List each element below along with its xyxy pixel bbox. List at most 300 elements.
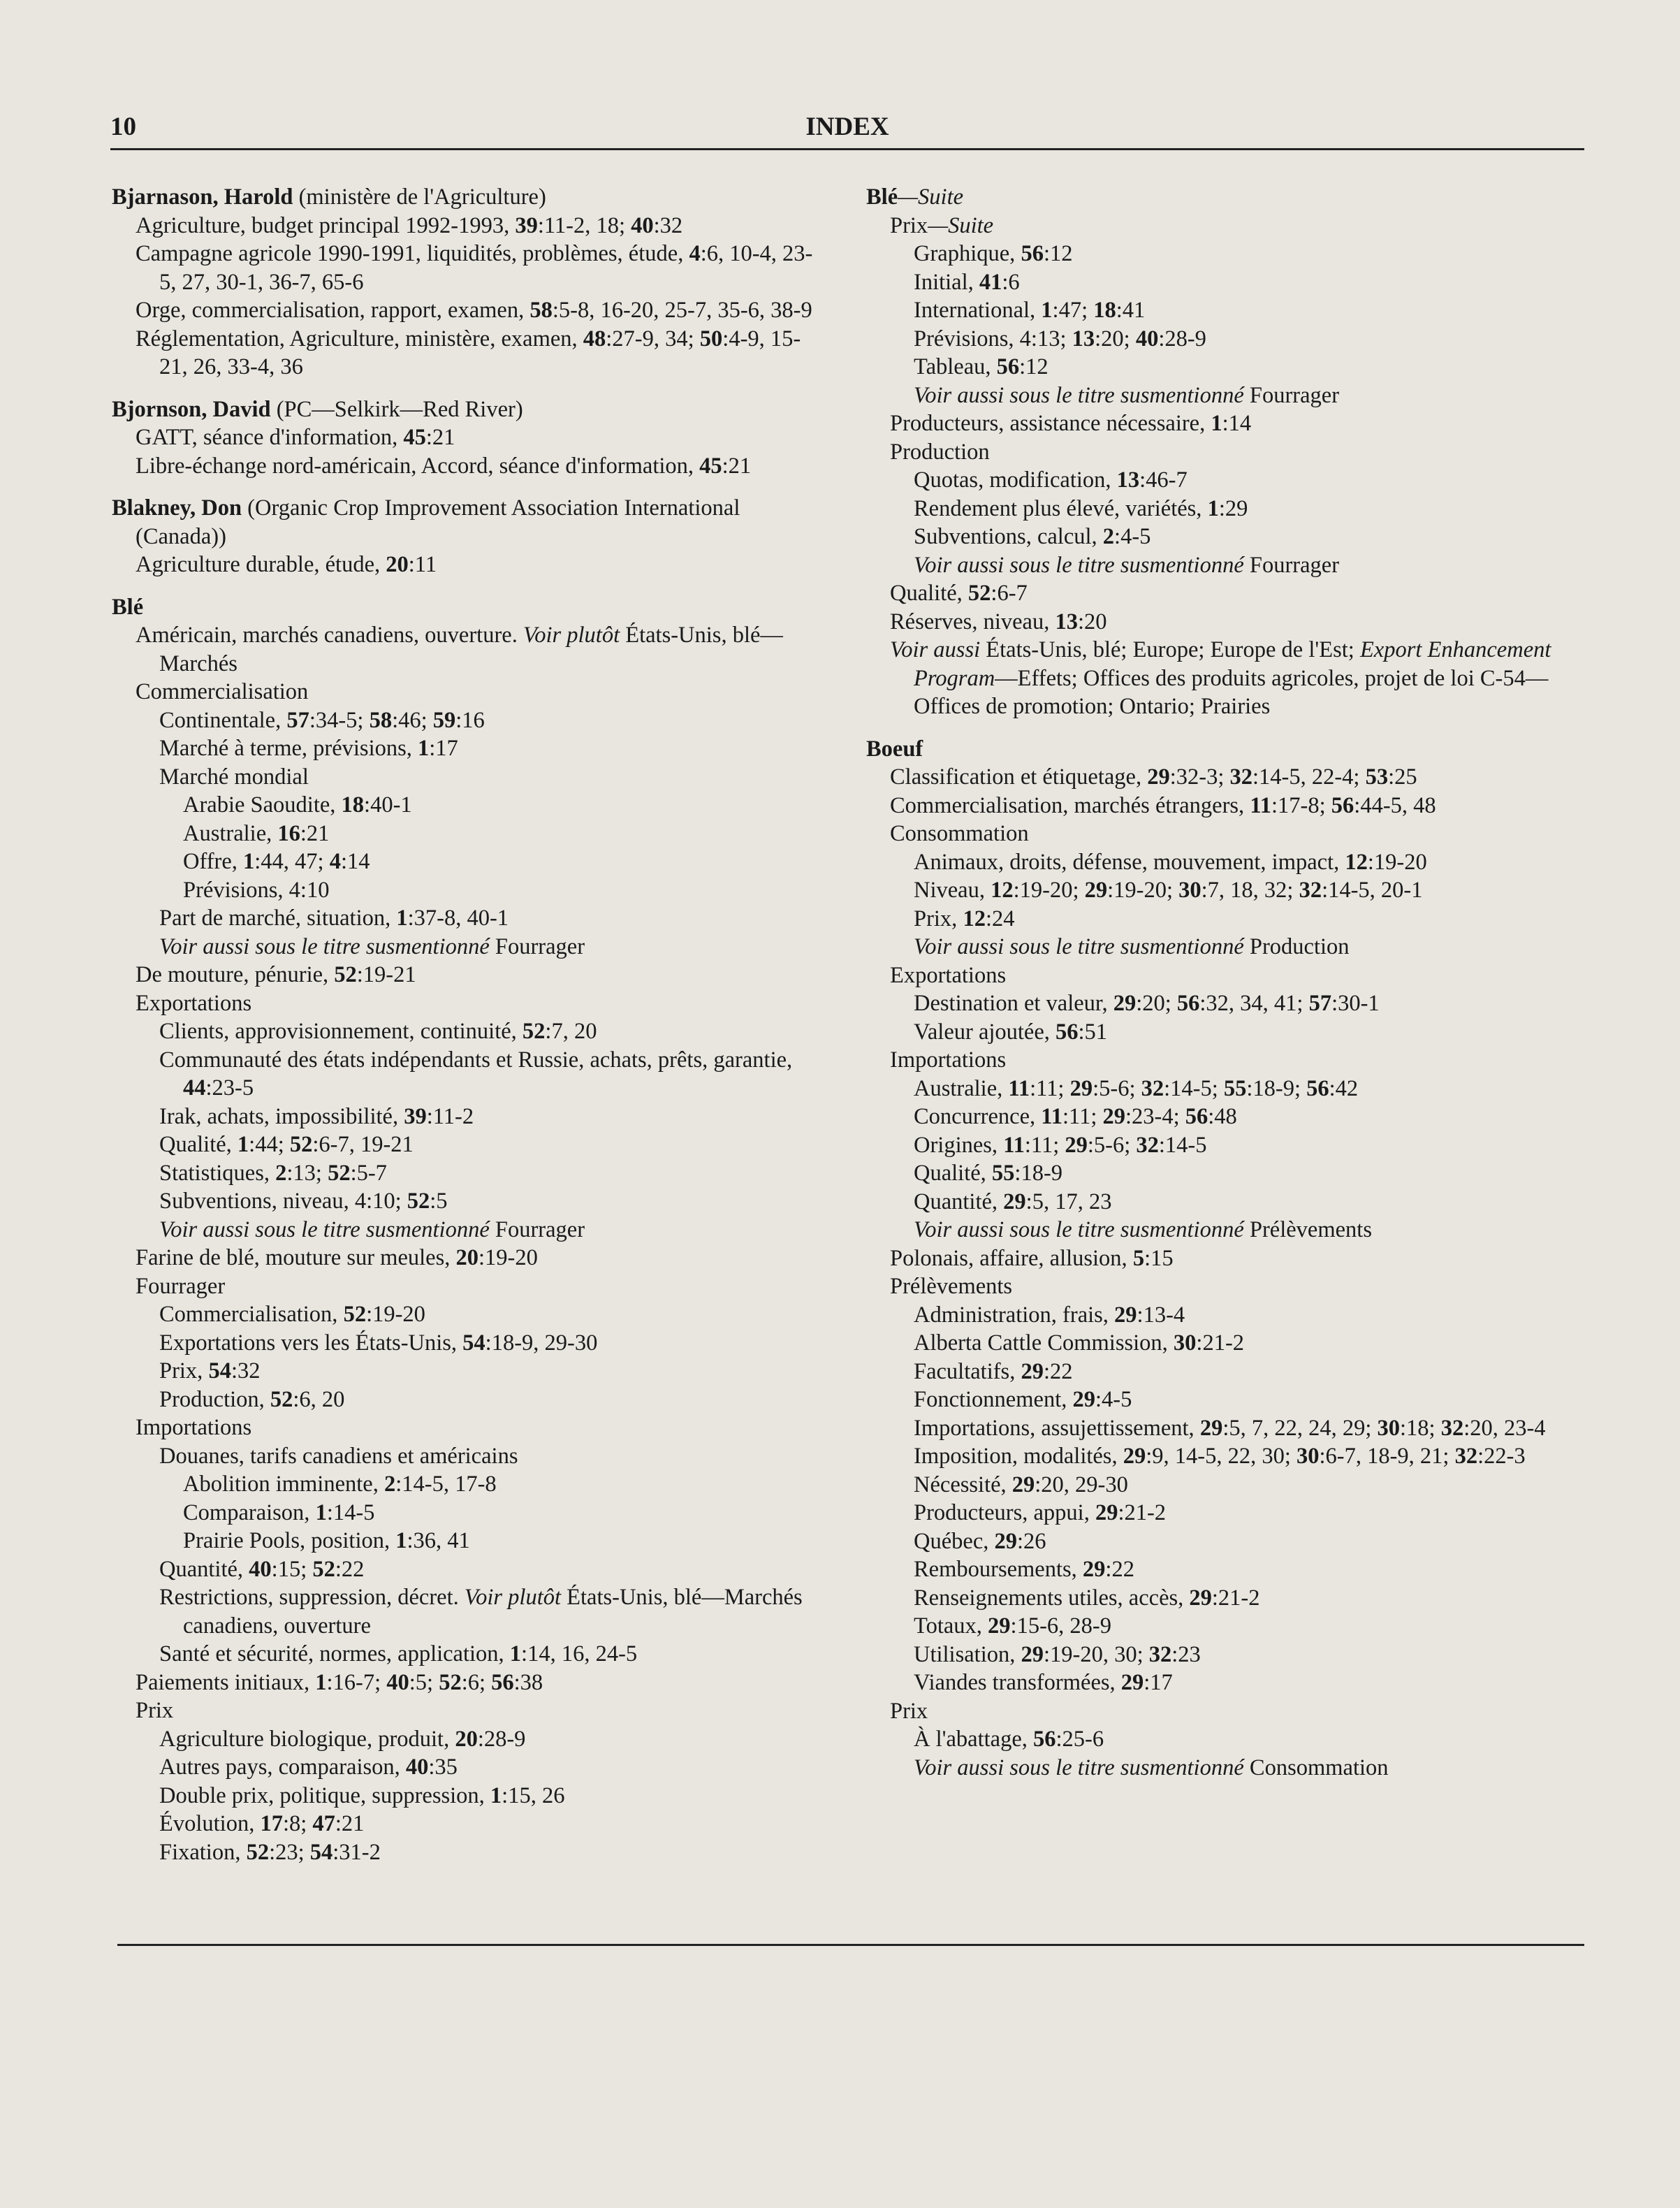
index-entry (112, 961, 817, 989)
index-entry (866, 1754, 1586, 1782)
index-entry (866, 876, 1586, 905)
entry-bold-text: 56 (1306, 1075, 1329, 1101)
index-entry (866, 1329, 1586, 1358)
entry-bold-text: 18 (341, 792, 365, 818)
entry-bold-text: 53 (1365, 764, 1389, 790)
index-entry (866, 1669, 1586, 1697)
index-entry (112, 1272, 817, 1301)
entry-text: :32-3; (1169, 764, 1230, 790)
entry-bold-text: 1 (1211, 411, 1222, 436)
entry-bold-text: 57 (286, 707, 309, 733)
entry-bold-text: 1 (418, 736, 430, 761)
entry-text: Abolition imminente, (183, 1472, 384, 1497)
entry-text: :7, 18, 32; (1201, 878, 1299, 903)
entry-bold-text: 40 (386, 1669, 409, 1695)
index-entry (112, 1725, 817, 1754)
entry-text: Prix, (159, 1358, 209, 1383)
page-title: INDEX (805, 112, 889, 141)
entry-text: :5; (409, 1669, 439, 1695)
entry-text: Fourrager (489, 934, 585, 959)
entry-text: :6 (1002, 269, 1020, 295)
entry-text: :15; (271, 1556, 313, 1582)
index-entry (866, 989, 1586, 1018)
entry-text: :20, 29-30 (1035, 1472, 1128, 1497)
entry-text: :32 (231, 1358, 261, 1383)
entry-bold-text: 16 (277, 820, 300, 846)
index-entry (112, 296, 817, 325)
entry-italic-text: Voir plutôt (523, 623, 620, 648)
index-entry (112, 904, 817, 933)
index-entry (866, 933, 1586, 961)
entry-text: :11; (1062, 1104, 1103, 1129)
entry-text: :14-5 (1158, 1132, 1207, 1158)
entry-italic-text: Voir aussi sous le titre susmentionné (914, 552, 1244, 578)
entry-text: :20 (1077, 609, 1107, 634)
index-entry (866, 579, 1586, 608)
entry-bold-text: 29 (1065, 1132, 1088, 1158)
entry-text: Clients, approvisionnement, continuité, (159, 1019, 523, 1044)
entry-text: Totaux, (914, 1613, 988, 1639)
index-heading (866, 735, 1586, 764)
entry-text: :9, 14-5, 22, 30; (1146, 1444, 1296, 1469)
entry-text: :21 (425, 425, 455, 450)
entry-text: Québec, (914, 1528, 995, 1554)
entry-bold-text: Blé (112, 594, 144, 620)
entry-text: Graphique, (914, 241, 1021, 266)
entry-bold-text: 30 (1178, 878, 1201, 903)
entry-text: Américain, marchés canadiens, ouverture. (136, 623, 523, 648)
entry-text: :21-2 (1211, 1585, 1260, 1611)
entry-text: Production (890, 439, 990, 465)
index-entry (866, 1414, 1586, 1443)
entry-bold-text: 13 (1116, 467, 1140, 493)
entry-bold-text: 29 (1011, 1472, 1035, 1497)
entry-bold-text: 20 (455, 1726, 478, 1752)
index-entry (866, 1301, 1586, 1330)
entry-text: :22 (335, 1556, 365, 1582)
entry-text: :28-9 (1158, 326, 1206, 351)
index-entry (112, 678, 817, 706)
index-entry (112, 325, 817, 382)
index-entry (866, 1555, 1586, 1584)
index-entry (866, 268, 1586, 297)
entry-bold-text: 29 (1069, 1075, 1093, 1101)
entry-text: International, (914, 298, 1042, 323)
entry-text: :25 (1388, 764, 1417, 790)
entry-text: Qualité, (890, 581, 968, 606)
index-entry (866, 240, 1586, 268)
entry-italic-text: —Suite (928, 212, 994, 238)
entry-bold-text: 32 (1148, 1641, 1172, 1667)
index-entry (112, 876, 817, 905)
entry-text: Prévisions, 4:13; (914, 326, 1072, 351)
entry-text: :5 (430, 1189, 448, 1214)
entry-text: :23 (1171, 1641, 1201, 1667)
index-entry (866, 1471, 1586, 1499)
entry-text: Utilisation, (914, 1641, 1021, 1667)
bottom-rule (117, 1944, 1584, 1946)
entry-text: Niveau, (914, 878, 991, 903)
entry-text: Production, (159, 1386, 270, 1412)
index-entry (866, 1358, 1586, 1386)
entry-bold-text: 4 (689, 241, 701, 266)
entry-text: :14 (1222, 411, 1252, 436)
entry-text: Fourrager (489, 1216, 585, 1242)
entry-text: :30-1 (1331, 991, 1380, 1016)
entry-text: :19-20 (366, 1302, 425, 1327)
entry-bold-text: 52 (334, 962, 357, 987)
entry-bold-text: 59 (432, 707, 456, 733)
index-entry (112, 1414, 817, 1442)
entry-text: :18-9, 29-30 (485, 1330, 598, 1356)
entry-text: :44; (249, 1132, 290, 1157)
entry-text: Concurrence, (914, 1104, 1042, 1129)
entry-bold-text: 56 (491, 1669, 514, 1695)
entry-text: :21-2 (1196, 1330, 1245, 1356)
entry-text: Importations (890, 1047, 1007, 1073)
entry-bold-text: 13 (1072, 326, 1095, 351)
index-entry (112, 452, 817, 481)
index-entry (112, 791, 817, 820)
entry-bold-text: 1 (237, 1132, 249, 1157)
entry-text: :14-5, 17-8 (395, 1472, 497, 1497)
index-entry (866, 820, 1586, 848)
entry-text: Consommation (890, 821, 1029, 846)
entry-bold-text: 29 (1102, 1104, 1125, 1129)
entry-text: Commercialisation (136, 679, 309, 704)
entry-bold-text: 20 (455, 1245, 479, 1270)
index-entry (112, 820, 817, 848)
entry-text: Douanes, tarifs canadiens et américains (159, 1443, 518, 1469)
entry-italic-text: Voir plutôt (464, 1585, 562, 1610)
entry-bold-text: 1 (509, 1641, 522, 1666)
entry-bold-text: Blakney, Don (112, 495, 242, 521)
page-header (110, 105, 1584, 150)
entry-bold-text: 45 (699, 453, 722, 479)
entry-text: Initial, (914, 269, 979, 295)
entry-text: :15-6, 28-9 (1010, 1613, 1111, 1639)
index-entry (112, 734, 817, 763)
index-entry (112, 706, 817, 735)
entry-text: Double prix, politique, suppression, (159, 1782, 490, 1808)
index-entry (112, 763, 817, 792)
entry-text: Restrictions, suppression, décret. (159, 1585, 465, 1610)
index-entry (112, 212, 817, 240)
entry-italic-text: Voir aussi (890, 637, 981, 662)
index-entry (866, 523, 1586, 551)
entry-bold-text: 52 (328, 1160, 351, 1186)
entry-text: Réserves, niveau, (890, 609, 1056, 634)
entry-text: :37-8, 40-1 (407, 906, 509, 931)
entry-italic-text: Voir aussi sous le titre susmentionné (914, 934, 1244, 959)
entry-text: :6, 20 (293, 1386, 345, 1412)
index-entry (866, 1272, 1586, 1301)
entry-text: Quotas, modification, (914, 467, 1117, 493)
index-column-right (866, 183, 1586, 1782)
entry-text: :23-5 (205, 1075, 254, 1101)
entry-bold-text: 52 (289, 1132, 313, 1157)
entry-text: Exportations (890, 962, 1007, 988)
entry-bold-text: 29 (1189, 1585, 1212, 1611)
index-entry (112, 551, 817, 579)
entry-text: Origines, (914, 1132, 1004, 1158)
entry-bold-text: 56 (1033, 1727, 1056, 1752)
index-entry (866, 296, 1586, 325)
entry-text: :12 (1043, 241, 1073, 266)
entry-bold-text: 29 (1084, 878, 1108, 903)
entry-text: Classification et étiquetage, (890, 764, 1148, 790)
index-entry (112, 989, 817, 1018)
entry-bold-text: 54 (208, 1358, 231, 1383)
entry-text: Statistiques, (159, 1160, 276, 1186)
entry-text: Australie, (183, 820, 278, 846)
entry-text: :13; (286, 1160, 328, 1186)
entry-bold-text: 1 (490, 1782, 502, 1808)
index-entry (866, 792, 1586, 820)
entry-text: Agriculture biologique, produit, (159, 1726, 455, 1752)
entry-bold-text: 39 (404, 1103, 427, 1129)
entry-text: :8; (282, 1811, 313, 1836)
entry-text: Agriculture, budget principal 1992-1993, (136, 212, 516, 238)
entry-text: Importations (136, 1415, 252, 1440)
index-entry (866, 636, 1586, 721)
entry-bold-text: 13 (1055, 609, 1078, 634)
entry-bold-text: Bjarnason, Harold (112, 184, 293, 210)
entry-text: :19-20, 30; (1043, 1641, 1149, 1667)
index-entry (866, 1131, 1586, 1160)
entry-text: Communauté des états indépendants et Russie, achats, prêts, garantie, (159, 1047, 793, 1073)
entry-bold-text: 1 (396, 906, 408, 931)
entry-bold-text: 1 (395, 1528, 407, 1553)
entry-text: :51 (1078, 1019, 1108, 1045)
entry-text: Irak, achats, impossibilité, (159, 1103, 404, 1129)
entry-text: :29 (1218, 495, 1248, 521)
entry-text: :19-20 (479, 1245, 538, 1270)
entry-text: :44-5, 48 (1354, 792, 1436, 818)
entry-text: Facultatifs, (914, 1358, 1021, 1384)
entry-text: :18; (1400, 1415, 1441, 1441)
index-entry (112, 621, 817, 678)
entry-text: :14-5, 20-1 (1322, 878, 1423, 903)
index-entry (112, 1103, 817, 1131)
entry-text: :21 (300, 820, 330, 846)
entry-bold-text: 20 (386, 552, 409, 577)
entry-text: Arabie Saoudite, (183, 792, 342, 818)
entry-text: :20; (1136, 991, 1177, 1016)
entry-text: :5-8, 16-20, 25-7, 35-6, 38-9 (552, 298, 812, 323)
entry-text: :21-2 (1118, 1500, 1167, 1525)
entry-text: Producteurs, assistance nécessaire, (890, 411, 1211, 436)
entry-bold-text: 52 (270, 1386, 293, 1412)
entry-text: :19-20; (1013, 878, 1085, 903)
entry-text: (ministère de l'Agriculture) (293, 184, 546, 210)
entry-bold-text: 2 (1102, 524, 1115, 549)
entry-bold-text: 29 (1095, 1500, 1118, 1525)
entry-text: :11-2, 18; (537, 212, 631, 238)
entry-bold-text: 32 (1454, 1444, 1478, 1469)
entry-text: Fourrager (1243, 552, 1340, 578)
index-entry (112, 1244, 817, 1272)
entry-bold-text: 32 (1136, 1132, 1159, 1158)
index-entry (866, 1725, 1586, 1754)
entry-text: :17-8; (1271, 792, 1331, 818)
entry-text: Prix (136, 1698, 174, 1723)
index-entry (866, 409, 1586, 438)
entry-bold-text: 29 (1021, 1641, 1044, 1667)
entry-text: Prairie Pools, position, (183, 1528, 396, 1553)
entry-text: :15 (1144, 1245, 1174, 1271)
entry-bold-text: 55 (1223, 1075, 1247, 1101)
entry-bold-text: 45 (403, 425, 426, 450)
index-entry (112, 933, 817, 961)
entry-text: Consommation (1243, 1755, 1389, 1780)
entry-bold-text: 18 (1093, 298, 1116, 323)
entry-text: :36, 41 (407, 1528, 470, 1553)
entry-bold-text: 29 (1082, 1557, 1106, 1582)
entry-bold-text: 32 (1440, 1415, 1464, 1441)
entry-text: :6-7, 19-21 (312, 1132, 414, 1157)
index-entry (866, 325, 1586, 354)
entry-text: :5, 7, 22, 24, 29; (1222, 1415, 1378, 1441)
entry-text: :35 (428, 1755, 458, 1780)
entry-text: :28-9 (477, 1726, 526, 1752)
entry-bold-text: 50 (699, 326, 723, 351)
entry-text: :6; (461, 1669, 492, 1695)
entry-text: :5-7 (350, 1160, 387, 1186)
entry-bold-text: 52 (343, 1302, 367, 1327)
entry-text: :22 (1105, 1557, 1134, 1582)
entry-bold-text: 2 (275, 1160, 287, 1186)
index-entry (866, 551, 1586, 580)
entry-text: :17 (429, 736, 458, 761)
entry-text: Nécessité, (914, 1472, 1012, 1497)
entry-bold-text: 48 (583, 326, 606, 351)
index-entry (866, 1527, 1586, 1556)
entry-italic-text: Voir aussi sous le titre susmentionné (914, 1217, 1244, 1242)
entry-text: Fourrager (136, 1273, 226, 1299)
entry-bold-text: 39 (515, 212, 538, 238)
entry-text: Campagne agricole 1990-1991, liquidités, problèmes, étude, (136, 241, 689, 266)
entry-bold-text: 29 (1113, 991, 1137, 1016)
entry-text: :20, 23-4 (1463, 1415, 1546, 1441)
entry-text: États-Unis, blé—Marchés (159, 623, 783, 676)
entry-bold-text: 44 (183, 1075, 206, 1101)
entry-text: Australie, (914, 1075, 1009, 1101)
entry-text: :14 (340, 849, 370, 874)
entry-bold-text: 29 (988, 1613, 1011, 1639)
index-entry (866, 1697, 1586, 1726)
index-entry (866, 466, 1586, 495)
entry-bold-text: 32 (1299, 878, 1322, 903)
entry-bold-text: Boeuf (866, 736, 923, 762)
entry-text: Comparaison, (183, 1499, 316, 1525)
index-entry (866, 1188, 1586, 1216)
entry-text: Subventions, calcul, (914, 524, 1103, 549)
index-entry (112, 1555, 817, 1584)
entry-text: :25-6 (1056, 1727, 1104, 1752)
entry-text: Évolution, (159, 1811, 261, 1836)
entry-text: :23; (269, 1839, 310, 1865)
entry-text: :6-7 (991, 581, 1028, 606)
entry-text: :11 (408, 552, 437, 577)
entry-bold-text: 30 (1296, 1444, 1320, 1469)
entry-text: :4-5 (1095, 1387, 1132, 1412)
entry-text: (PC—Selkirk—Red River) (270, 396, 523, 422)
entry-text: :23-4; (1125, 1104, 1185, 1129)
index-entry (866, 1159, 1586, 1188)
entry-bold-text: 40 (249, 1556, 272, 1582)
entry-bold-text: 56 (1176, 991, 1200, 1016)
entry-text: Agriculture durable, étude, (136, 552, 386, 577)
entry-text: :32 (653, 212, 683, 238)
entry-bold-text: 52 (522, 1019, 546, 1044)
entry-text: Rendement plus élevé, variétés, (914, 495, 1208, 521)
index-entry (112, 1810, 817, 1838)
entry-text: :19-20; (1107, 878, 1179, 903)
entry-text: :22-3 (1477, 1444, 1526, 1469)
index-entry (866, 1641, 1586, 1669)
entry-bold-text: 41 (979, 269, 1002, 295)
entry-text: Importations, assujettissement, (914, 1415, 1200, 1441)
entry-bold-text: 56 (1185, 1104, 1208, 1129)
entry-text: :42 (1329, 1075, 1359, 1101)
index-entry (866, 1584, 1586, 1613)
index-entry (866, 1046, 1586, 1075)
entry-text: :14-5, 22-4; (1252, 764, 1366, 790)
entry-text: :21 (335, 1811, 365, 1836)
entry-bold-text: 12 (1345, 849, 1368, 875)
index-entry (866, 848, 1586, 877)
entry-bold-text: 29 (1123, 1444, 1146, 1469)
entry-text: :5, 17, 23 (1025, 1189, 1112, 1214)
entry-bold-text: 1 (1041, 298, 1053, 323)
index-entry (112, 1386, 817, 1414)
entry-text: :4-5 (1114, 524, 1151, 549)
index-entry (112, 1216, 817, 1244)
entry-text: :24 (985, 906, 1015, 931)
entry-text: Viandes transformées, (914, 1670, 1121, 1695)
index-entry (866, 382, 1586, 410)
entry-bold-text: 57 (1308, 991, 1332, 1016)
entry-text: Paiements initiaux, (136, 1669, 316, 1695)
entry-text: :44, 47; (254, 849, 330, 874)
index-entry (866, 438, 1586, 467)
entry-text: Prix, (914, 906, 963, 931)
entry-text: Commercialisation, marchés étrangers, (890, 792, 1250, 818)
entry-text: Continentale, (159, 707, 287, 733)
entry-text: :5-6; (1093, 1075, 1141, 1101)
entry-bold-text: 40 (631, 212, 654, 238)
entry-bold-text: 56 (1331, 792, 1354, 818)
entry-text: Réglementation, Agriculture, ministère, examen, (136, 326, 583, 351)
entry-text: :12 (1019, 354, 1049, 379)
entry-text: :11; (1024, 1132, 1065, 1158)
entry-text: Santé et sécurité, normes, application, (159, 1641, 510, 1666)
entry-bold-text: 30 (1173, 1330, 1197, 1356)
index-entry (112, 1300, 817, 1329)
entry-text: :26 (1017, 1528, 1046, 1554)
entry-text: Prévisions, 4:10 (183, 877, 330, 903)
entry-text: Prix (890, 1698, 928, 1724)
entry-text: Libre-échange nord-américain, Accord, séance d'information, (136, 453, 700, 479)
index-entry (112, 1753, 817, 1782)
index-entry (112, 1046, 817, 1103)
index-entry (866, 1103, 1586, 1131)
entry-bold-text: 54 (462, 1330, 485, 1356)
entry-bold-text: 52 (246, 1839, 270, 1865)
index-entry (866, 1442, 1586, 1471)
entry-italic-text: Voir aussi sous le titre susmentionné (159, 934, 490, 959)
